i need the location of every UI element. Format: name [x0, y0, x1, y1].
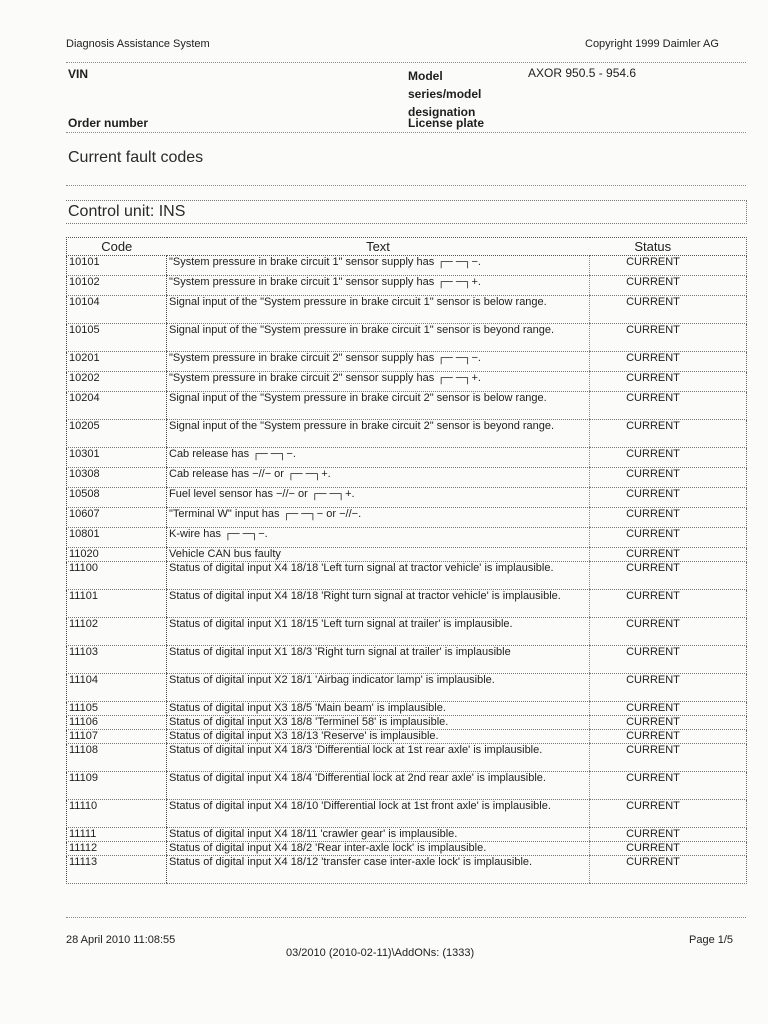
fault-text: Signal input of the "System pressure in brake circuit 1" sensor is beyond range.	[167, 324, 590, 352]
table-row	[67, 842, 747, 856]
fault-text: "System pressure in brake circuit 1" sensor supply has ┌─ ─┐+.	[167, 276, 590, 296]
fault-text: Fuel level sensor has −//− or ┌─ ─┐+.	[167, 488, 590, 508]
fault-text: Status of digital input X4 18/3 'Differential lock at 1st rear axle' is implausible.	[167, 744, 590, 772]
fault-code: 11112	[67, 842, 167, 856]
fault-status: CURRENT	[590, 528, 747, 548]
fault-code: 10801	[67, 528, 167, 548]
fault-code: 11101	[67, 590, 167, 618]
footer-divider	[66, 917, 746, 918]
fault-status: CURRENT	[590, 256, 747, 276]
table-row	[67, 448, 747, 468]
fault-status: CURRENT	[590, 296, 747, 324]
fault-code: 11109	[67, 772, 167, 800]
fault-text: "System pressure in brake circuit 2" sensor supply has ┌─ ─┐+.	[167, 372, 590, 392]
fault-status: CURRENT	[590, 324, 747, 352]
fault-code: 10104	[67, 296, 167, 324]
table-row	[67, 372, 747, 392]
fault-code: 10308	[67, 468, 167, 488]
header-bottom-divider	[66, 132, 746, 133]
table-header-row	[67, 238, 747, 256]
order-number-label: Order number	[68, 116, 149, 130]
fault-status: CURRENT	[590, 548, 747, 562]
fault-status: CURRENT	[590, 448, 747, 468]
fault-status: CURRENT	[590, 772, 747, 800]
fault-text: Status of digital input X4 18/4 'Differential lock at 2nd rear axle' is implausible.	[167, 772, 590, 800]
fault-status: CURRENT	[590, 488, 747, 508]
table-row	[67, 618, 747, 646]
fault-text: Status of digital input X1 18/15 'Left turn signal at trailer' is implausible.	[167, 618, 590, 646]
fault-code: 10204	[67, 392, 167, 420]
table-row	[67, 716, 747, 730]
table-row	[67, 276, 747, 296]
table-row	[67, 528, 747, 548]
control-unit-label: Control unit: INS	[68, 203, 186, 220]
fault-code: 10202	[67, 372, 167, 392]
fault-text: Status of digital input X4 18/10 'Differential lock at 1st front axle' is implausible.	[167, 800, 590, 828]
table-row	[67, 674, 747, 702]
fault-code: 11103	[67, 646, 167, 674]
print-datetime: 28 April 2010 11:08:55	[66, 934, 176, 946]
fault-code: 11102	[67, 618, 167, 646]
fault-code: 11020	[67, 548, 167, 562]
fault-text: Status of digital input X2 18/1 'Airbag indicator lamp' is implausible.	[167, 674, 590, 702]
fault-status: CURRENT	[590, 842, 747, 856]
fault-code: 11113	[67, 856, 167, 884]
fault-text: Status of digital input X4 18/18 'Left turn signal at tractor vehicle' is implausible.	[167, 562, 590, 590]
table-row	[67, 730, 747, 744]
version-info: 03/2010 (2010-02-11)\AddONs: (1333)	[286, 947, 475, 959]
fault-code: 11107	[67, 730, 167, 744]
column-header-code: Code	[67, 238, 167, 256]
table-row	[67, 420, 747, 448]
fault-text: Status of digital input X1 18/3 'Right turn signal at trailer' is implausible	[167, 646, 590, 674]
fault-text: "System pressure in brake circuit 2" sensor supply has ┌─ ─┐−.	[167, 352, 590, 372]
fault-text: Status of digital input X4 18/2 'Rear inter-axle lock' is implausible.	[167, 842, 590, 856]
fault-code: 10508	[67, 488, 167, 508]
model-label: Model series/model designation	[408, 69, 482, 119]
table-row	[67, 352, 747, 372]
fault-status: CURRENT	[590, 392, 747, 420]
fault-text: "Terminal W" input has ┌─ ─┐− or −//−.	[167, 508, 590, 528]
table-row	[67, 646, 747, 674]
table-row	[67, 392, 747, 420]
fault-status: CURRENT	[590, 674, 747, 702]
table-row	[67, 828, 747, 842]
fault-status: CURRENT	[590, 618, 747, 646]
fault-status: CURRENT	[590, 646, 747, 674]
model-value: AXOR 950.5 - 954.6	[528, 66, 637, 80]
fault-codes-body	[67, 256, 747, 884]
fault-code: 11105	[67, 702, 167, 716]
fault-code: 10201	[67, 352, 167, 372]
table-row	[67, 744, 747, 772]
fault-code: 11104	[67, 674, 167, 702]
table-row	[67, 508, 747, 528]
fault-status: CURRENT	[590, 744, 747, 772]
table-row	[67, 702, 747, 716]
fault-text: K-wire has ┌─ ─┐−.	[167, 528, 590, 548]
copyright-text: Copyright 1999 Daimler AG	[585, 38, 719, 50]
table-row	[67, 296, 747, 324]
table-row	[67, 562, 747, 590]
fault-status: CURRENT	[590, 420, 747, 448]
fault-code: 10607	[67, 508, 167, 528]
fault-text: Status of digital input X4 18/12 'transfer case inter-axle lock' is implausible.	[167, 856, 590, 884]
table-row	[67, 324, 747, 352]
fault-code: 11100	[67, 562, 167, 590]
fault-text: Status of digital input X3 18/5 'Main beam' is implausible.	[167, 702, 590, 716]
page-number: Page 1/5	[689, 934, 734, 946]
fault-text: Signal input of the "System pressure in brake circuit 1" sensor is below range.	[167, 296, 590, 324]
fault-status: CURRENT	[590, 856, 747, 884]
fault-text: Status of digital input X4 18/18 'Right turn signal at tractor vehicle' is implausible.	[167, 590, 590, 618]
fault-code: 10105	[67, 324, 167, 352]
title-divider	[66, 185, 746, 186]
vin-label: VIN	[68, 67, 89, 81]
fault-status: CURRENT	[590, 508, 747, 528]
table-row	[67, 256, 747, 276]
page-title: Current fault codes	[68, 149, 204, 166]
header-divider	[66, 62, 746, 63]
fault-code: 11106	[67, 716, 167, 730]
system-title: Diagnosis Assistance System	[66, 38, 210, 50]
table-row	[67, 488, 747, 508]
fault-code: 10102	[67, 276, 167, 296]
fault-text: Status of digital input X3 18/8 'Terminel 58' is implausible.	[167, 716, 590, 730]
column-header-status: Status	[590, 238, 747, 256]
fault-text: Status of digital input X3 18/13 'Reserve' is implausible.	[167, 730, 590, 744]
fault-text: Status of digital input X4 18/11 'crawler gear' is implausible.	[167, 828, 590, 842]
fault-status: CURRENT	[590, 468, 747, 488]
column-header-text: Text	[167, 238, 590, 256]
table-row	[67, 856, 747, 884]
fault-status: CURRENT	[590, 276, 747, 296]
table-row	[67, 590, 747, 618]
fault-code: 10205	[67, 420, 167, 448]
fault-text: Signal input of the "System pressure in brake circuit 2" sensor is beyond range.	[167, 420, 590, 448]
fault-text: Cab release has −//− or ┌─ ─┐+.	[167, 468, 590, 488]
table-row	[67, 800, 747, 828]
fault-status: CURRENT	[590, 590, 747, 618]
fault-text: Vehicle CAN bus faulty	[167, 548, 590, 562]
fault-code: 11108	[67, 744, 167, 772]
fault-code: 10101	[67, 256, 167, 276]
fault-status: CURRENT	[590, 352, 747, 372]
fault-status: CURRENT	[590, 730, 747, 744]
license-plate-label: License plate	[408, 116, 485, 130]
fault-status: CURRENT	[590, 800, 747, 828]
fault-status: CURRENT	[590, 372, 747, 392]
fault-code: 11111	[67, 828, 167, 842]
table-row	[67, 548, 747, 562]
fault-status: CURRENT	[590, 702, 747, 716]
fault-status: CURRENT	[590, 716, 747, 730]
fault-text: "System pressure in brake circuit 1" sensor supply has ┌─ ─┐−.	[167, 256, 590, 276]
fault-text: Cab release has ┌─ ─┐−.	[167, 448, 590, 468]
fault-codes-table	[66, 237, 747, 884]
fault-code: 10301	[67, 448, 167, 468]
fault-text: Signal input of the "System pressure in brake circuit 2" sensor is below range.	[167, 392, 590, 420]
table-row	[67, 772, 747, 800]
fault-status: CURRENT	[590, 828, 747, 842]
fault-code: 11110	[67, 800, 167, 828]
table-row	[67, 468, 747, 488]
fault-status: CURRENT	[590, 562, 747, 590]
